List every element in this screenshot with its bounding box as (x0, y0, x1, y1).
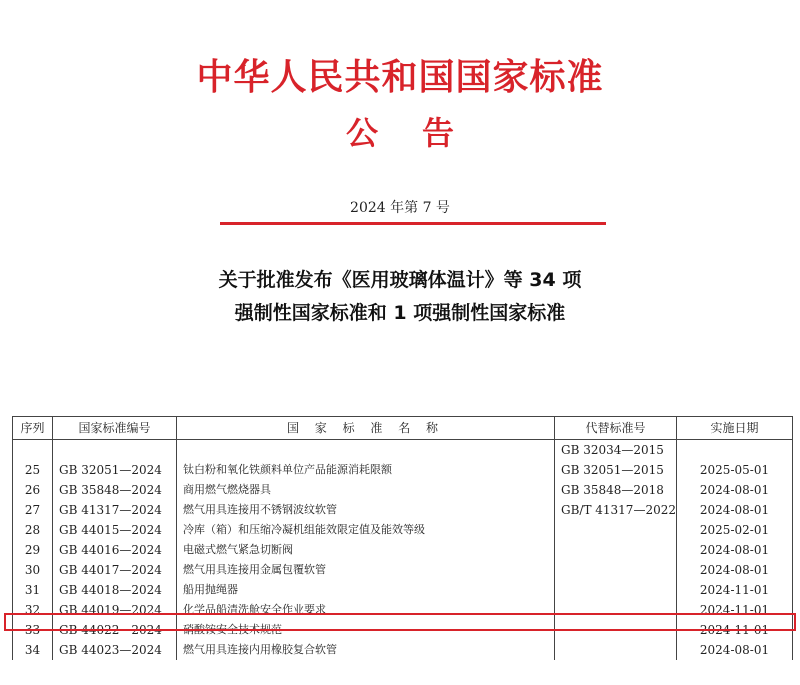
cell-seq: 25 (13, 460, 53, 480)
cell-name: 冷库（箱）和压缩冷凝机组能效限定值及能效等级 (177, 520, 555, 540)
table-row (13, 640, 793, 660)
cell-date: 2024-08-01 (677, 540, 793, 560)
subject-line-1: 关于批准发布《医用玻璃体温计》等 34 项 (218, 269, 582, 291)
table-row (13, 580, 793, 600)
cell-seq: 33 (13, 620, 53, 640)
cell-seq: 30 (13, 560, 53, 580)
subject-line-2: 强制性国家标准和 1 项强制性国家标准 (234, 302, 566, 324)
table-row (13, 560, 793, 580)
cell-date: 2024-08-01 (677, 480, 793, 500)
col-header-replaced: 代替标准号 (555, 417, 677, 440)
standards-table (12, 416, 793, 660)
cell-date: 2024-11-01 (677, 620, 793, 640)
cell-code: GB 44017—2024 (53, 560, 177, 580)
title-char-2: 告 (422, 114, 455, 152)
table-row (13, 540, 793, 560)
issue-number: 2024 年第 7 号 (350, 200, 450, 216)
cell-code: GB 44022—2024 (53, 620, 177, 640)
cell-code: GB 44016—2024 (53, 540, 177, 560)
cell-name: 燃气用具连接用金属包覆软管 (177, 560, 555, 580)
cell-name: 燃气用具连接内用橡胶复合软管 (177, 640, 555, 660)
cell-replaced: GB 32034—2015 (555, 440, 677, 461)
cell-date: 2024-08-01 (677, 640, 793, 660)
issuing-authority: 中华人民共和国国家标准 (196, 57, 604, 98)
cell-code: GB 44018—2024 (53, 580, 177, 600)
cell-seq: 27 (13, 500, 53, 520)
cell-code: GB 32051—2024 (53, 460, 177, 480)
cell-seq: 31 (13, 580, 53, 600)
red-divider (220, 222, 606, 225)
cell-seq (13, 440, 53, 461)
table-row (13, 460, 793, 480)
cell-seq: 26 (13, 480, 53, 500)
cell-code: GB 35848—2024 (53, 480, 177, 500)
cell-seq: 29 (13, 540, 53, 560)
table-row (13, 440, 793, 461)
cell-replaced: GB/T 41317—2022 (555, 500, 677, 520)
cell-code: GB 41317—2024 (53, 500, 177, 520)
col-header-code: 国家标准编号 (53, 417, 177, 440)
document-title (0, 113, 800, 153)
cell-date: 2025-05-01 (677, 460, 793, 480)
cell-replaced (555, 540, 677, 560)
cell-seq: 34 (13, 640, 53, 660)
col-header-name: 国 家 标 准 名 称 (177, 417, 555, 440)
cell-replaced (555, 580, 677, 600)
cell-seq: 32 (13, 600, 53, 620)
cell-name: 硝酸铵安全技术规范 (177, 620, 555, 640)
cell-name: 电磁式燃气紧急切断阀 (177, 540, 555, 560)
cell-replaced (555, 620, 677, 640)
table-row (13, 500, 793, 520)
table-row (13, 520, 793, 540)
cell-name: 燃气用具连接用不锈钢波纹软管 (177, 500, 555, 520)
cell-replaced: GB 35848—2018 (555, 480, 677, 500)
cell-replaced (555, 560, 677, 580)
cell-date: 2024-11-01 (677, 580, 793, 600)
col-header-seq: 序列 (13, 417, 53, 440)
cell-replaced: GB 32051—2015 (555, 460, 677, 480)
table-row-highlighted (13, 600, 793, 620)
cell-replaced (555, 600, 677, 620)
table-header-row (13, 417, 793, 440)
cell-date: 2025-02-01 (677, 520, 793, 540)
table-row (13, 480, 793, 500)
title-char-1: 公 (345, 114, 378, 152)
cell-name (177, 440, 555, 461)
cell-code: GB 44019—2024 (53, 600, 177, 620)
cell-seq: 28 (13, 520, 53, 540)
cell-name: 船用抛绳器 (177, 580, 555, 600)
cell-replaced (555, 640, 677, 660)
cell-code: GB 44015—2024 (53, 520, 177, 540)
cell-code: GB 44023—2024 (53, 640, 177, 660)
cell-date: 2024-08-01 (677, 500, 793, 520)
table-row (13, 620, 793, 640)
cell-name: 钛白粉和氧化铁颜料单位产品能源消耗限额 (177, 460, 555, 480)
cell-name: 化学品船清洗舱安全作业要求 (177, 600, 555, 620)
cell-date: 2024-08-01 (677, 560, 793, 580)
cell-replaced (555, 520, 677, 540)
cell-name: 商用燃气燃烧器具 (177, 480, 555, 500)
cell-date (677, 440, 793, 461)
cell-date: 2024-11-01 (677, 600, 793, 620)
col-header-date: 实施日期 (677, 417, 793, 440)
cell-code (53, 440, 177, 461)
